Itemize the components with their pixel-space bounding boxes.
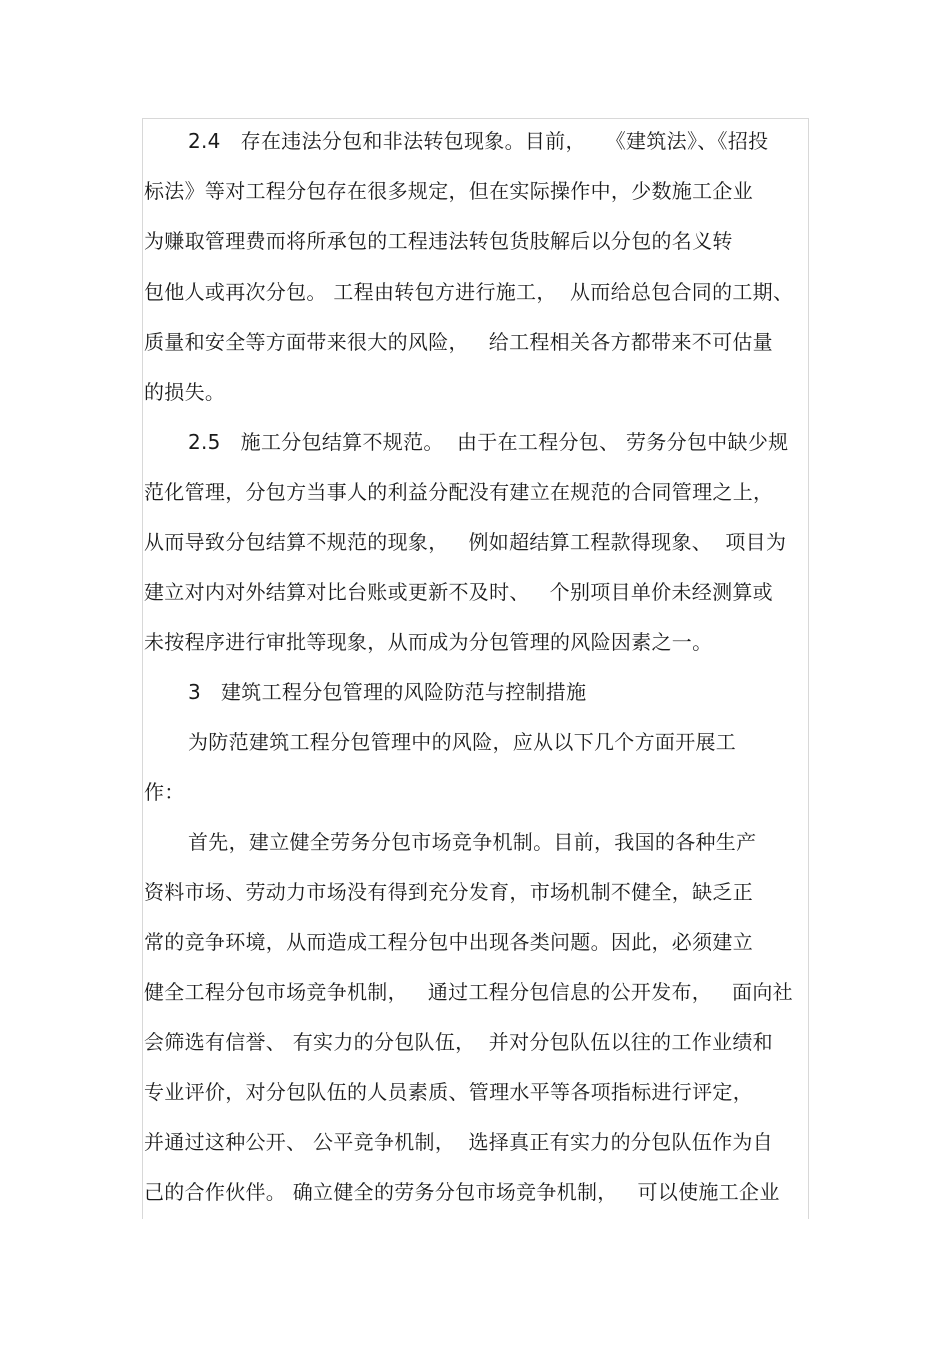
text-line: 为防范建筑工程分包管理中的风险，应从以下几个方面开展工 (188, 730, 737, 754)
text-line: 并通过这种公开、 公平竞争机制， 选择真正有实力的分包队伍作为自 (144, 1130, 773, 1154)
text-line: 范化管理，分包方当事人的利益分配没有建立在规范的合同管理之上， (144, 480, 774, 504)
text-line: 作： (144, 780, 185, 804)
section-heading: 3 建筑工程分包管理的风险防范与控制措施 (188, 680, 587, 704)
text-line: 包他人或再次分包。 工程由转包方进行施工， 从而给总包合同的工期、 (144, 280, 794, 304)
text-line: 未按程序进行审批等现象，从而成为分包管理的风险因素之一。 (144, 630, 713, 654)
text-line: 2.5 施工分包结算不规范。 由于在工程分包、 劳务分包中缺少规 (188, 430, 789, 454)
text-line: 资料市场、劳动力市场没有得到充分发育，市场机制不健全，缺乏正 (144, 880, 753, 904)
text-line: 健全工程分包市场竞争机制， 通过工程分包信息的公开发布， 面向社 (144, 980, 793, 1004)
text-line: 专业评价，对分包队伍的人员素质、管理水平等各项指标进行评定， (144, 1080, 753, 1104)
text-line: 己的合作伙伴。 确立健全的劳务分包市场竞争机制， 可以使施工企业 (144, 1180, 780, 1204)
text-line: 为赚取管理费而将所承包的工程违法转包货肢解后以分包的名义转 (144, 229, 733, 253)
text-line: 首先，建立健全劳务分包市场竞争机制。目前，我国的各种生产 (188, 830, 757, 854)
text-line: 的损失。 (144, 380, 226, 404)
text-line: 建立对内对外结算对比台账或更新不及时、 个别项目单价未经测算或 (144, 580, 773, 604)
text-line: 常的竞争环境，从而造成工程分包中出现各类问题。因此，必须建立 (144, 930, 753, 954)
text-line: 2.4 存在违法分包和非法转包现象。目前， 《建筑法》、《招投 (188, 129, 769, 153)
text-line: 标法》等对工程分包存在很多规定，但在实际操作中，少数施工企业 (144, 179, 753, 203)
text-line: 从而导致分包结算不规范的现象， 例如超结算工程款得现象、 项目为 (144, 530, 787, 554)
text-line: 会筛选有信誉、 有实力的分包队伍， 并对分包队伍以往的工作业绩和 (144, 1030, 773, 1054)
text-line: 质量和安全等方面带来很大的风险， 给工程相关各方都带来不可估量 (144, 330, 773, 354)
